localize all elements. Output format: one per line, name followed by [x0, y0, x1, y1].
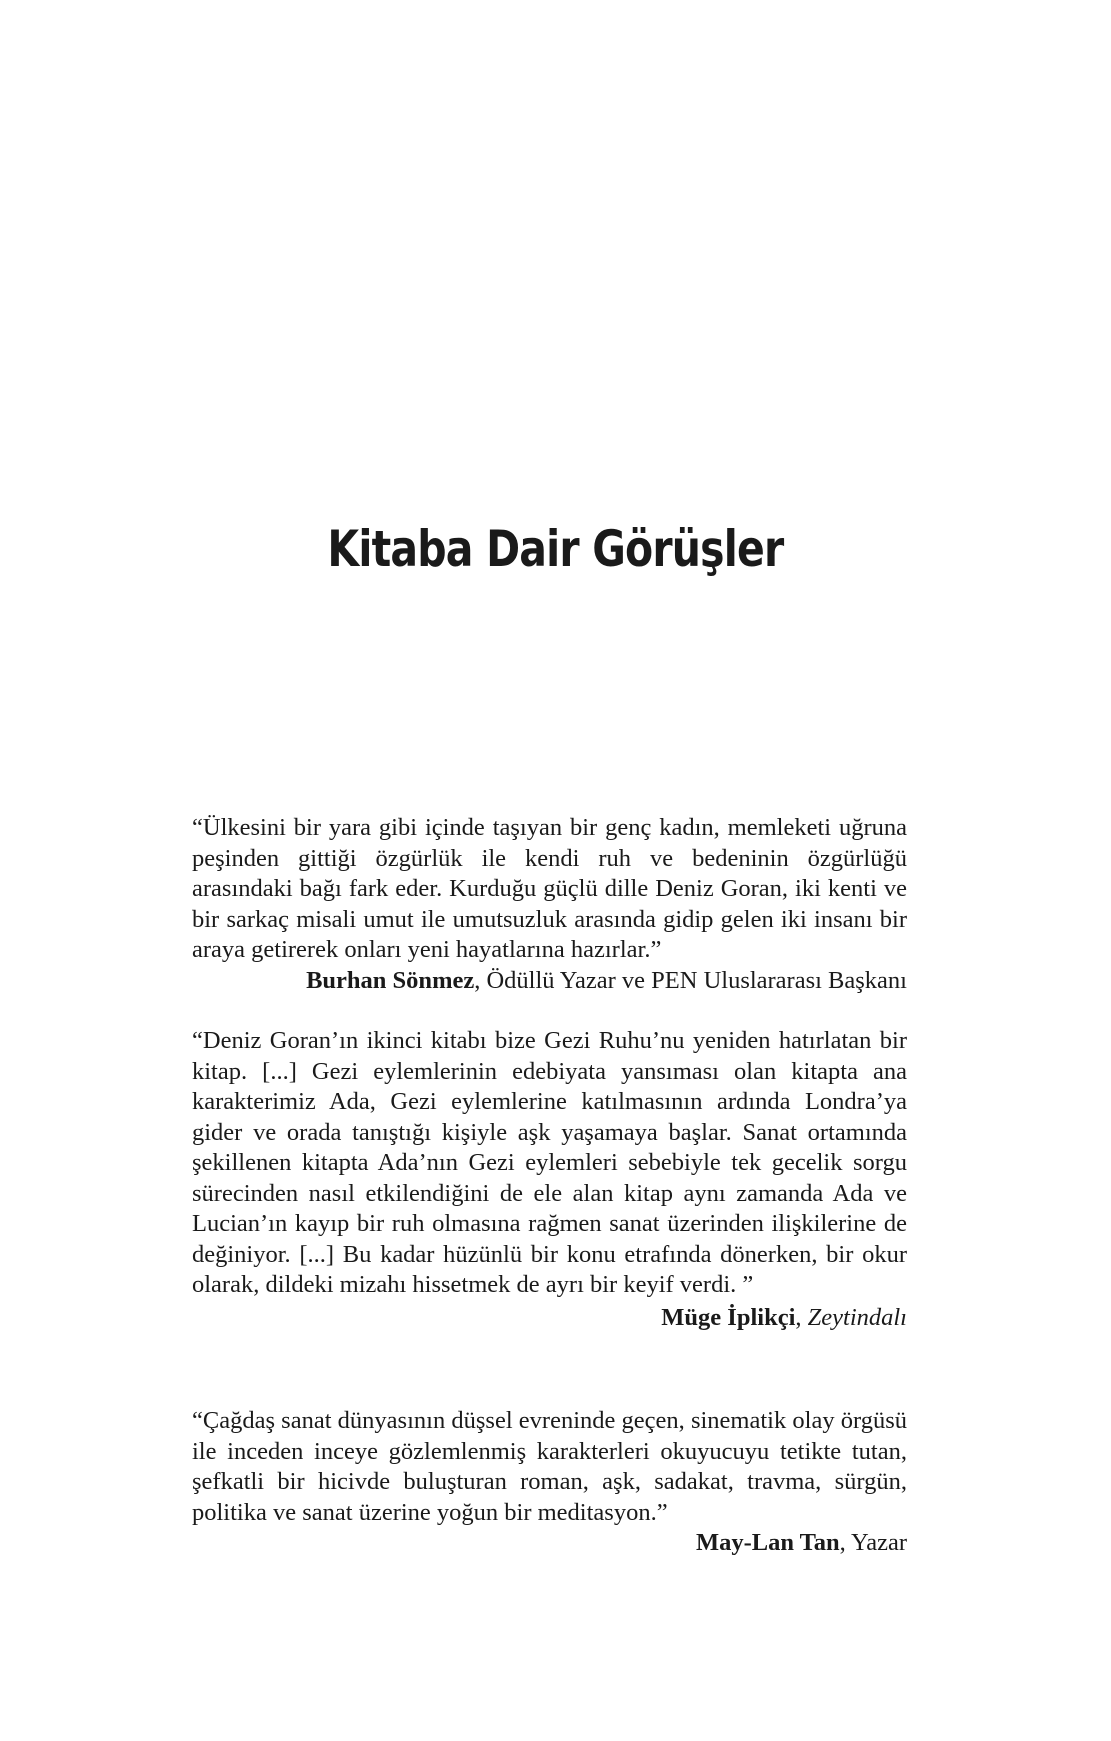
review-quote: “Çağdaş sanat dünyasının düşsel evreninde geçen, sinematik olay örgüsü ile inceden inceye gözlemlenmiş karakterleri okuyucuyu tetikte tutan, şefkatli bir hicivde buluşturan roman, aşk, sadakat, travma, sürgün, politika ve sanat üzerine yoğun bir meditasyon.”	[192, 1407, 907, 1526]
review-source: Zeytindalı	[807, 1303, 907, 1331]
review-attribution	[192, 1303, 907, 1334]
review-block	[192, 813, 907, 996]
review-attribution	[192, 966, 907, 997]
attribution-separator: ,	[839, 1529, 851, 1556]
attribution-separator: ,	[474, 966, 487, 994]
review-quote: “Ülkesini bir yara gibi içinde taşıyan bir genç kadın, memleketi uğruna peşinden gittiği özgürlük ile kendi ruh ve bedeninin özgürlüğü arasındaki bağı fark eder. Kurduğu güçlü dille Deniz Goran, iki kenti ve bir sarkaç misali umut ile umutsuzluk arasında gidip gelen iki insanı bir araya getirerek onları yeni hayatlarına hazırlar.”	[192, 814, 907, 963]
review-author: Burhan Sönmez	[306, 966, 475, 994]
attribution-separator: ,	[795, 1303, 808, 1331]
review-block	[192, 1406, 907, 1559]
review-author: May-Lan Tan	[695, 1529, 840, 1556]
review-quote: “Deniz Goran’ın ikinci kitabı bize Gezi Ruhu’nu yeniden hatırlatan bir kitap. [...] Gezi eylemlerinin edebiyata yansıması olan kitapta ana karakterimiz Ada, Gezi eylemlerine katılmasının ardında Londra’ya gider ve orada tanıştığı kişiyle aşk yaşamaya başlar. Sanat ortamında şekillenen kitapta Ada’nın Gezi eylemleri sebebiyle tek gecelik sorgu sürecinden nasıl etkilendiğini de ele alan kitap aynı zamanda Ada ve Lucian’ın kayıp bir ruh olmasına rağmen sanat üzerinden ilişkilerine de değiniyor. [...] Bu kadar hüzünlü bir konu etrafında dönerken, bir okur olarak, dildeki mizahı hissetmek de ayrı bir keyif verdi. ”	[192, 1027, 907, 1298]
page-title: Kitaba Dair Görüşler	[327, 520, 784, 578]
review-block	[192, 1026, 907, 1333]
review-author-role: Ödüllü Yazar ve PEN Uluslararası Başkanı	[486, 966, 907, 994]
review-attribution	[192, 1528, 907, 1559]
review-author: Müge İplikçi	[661, 1303, 796, 1331]
review-author-role: Yazar	[850, 1529, 907, 1556]
